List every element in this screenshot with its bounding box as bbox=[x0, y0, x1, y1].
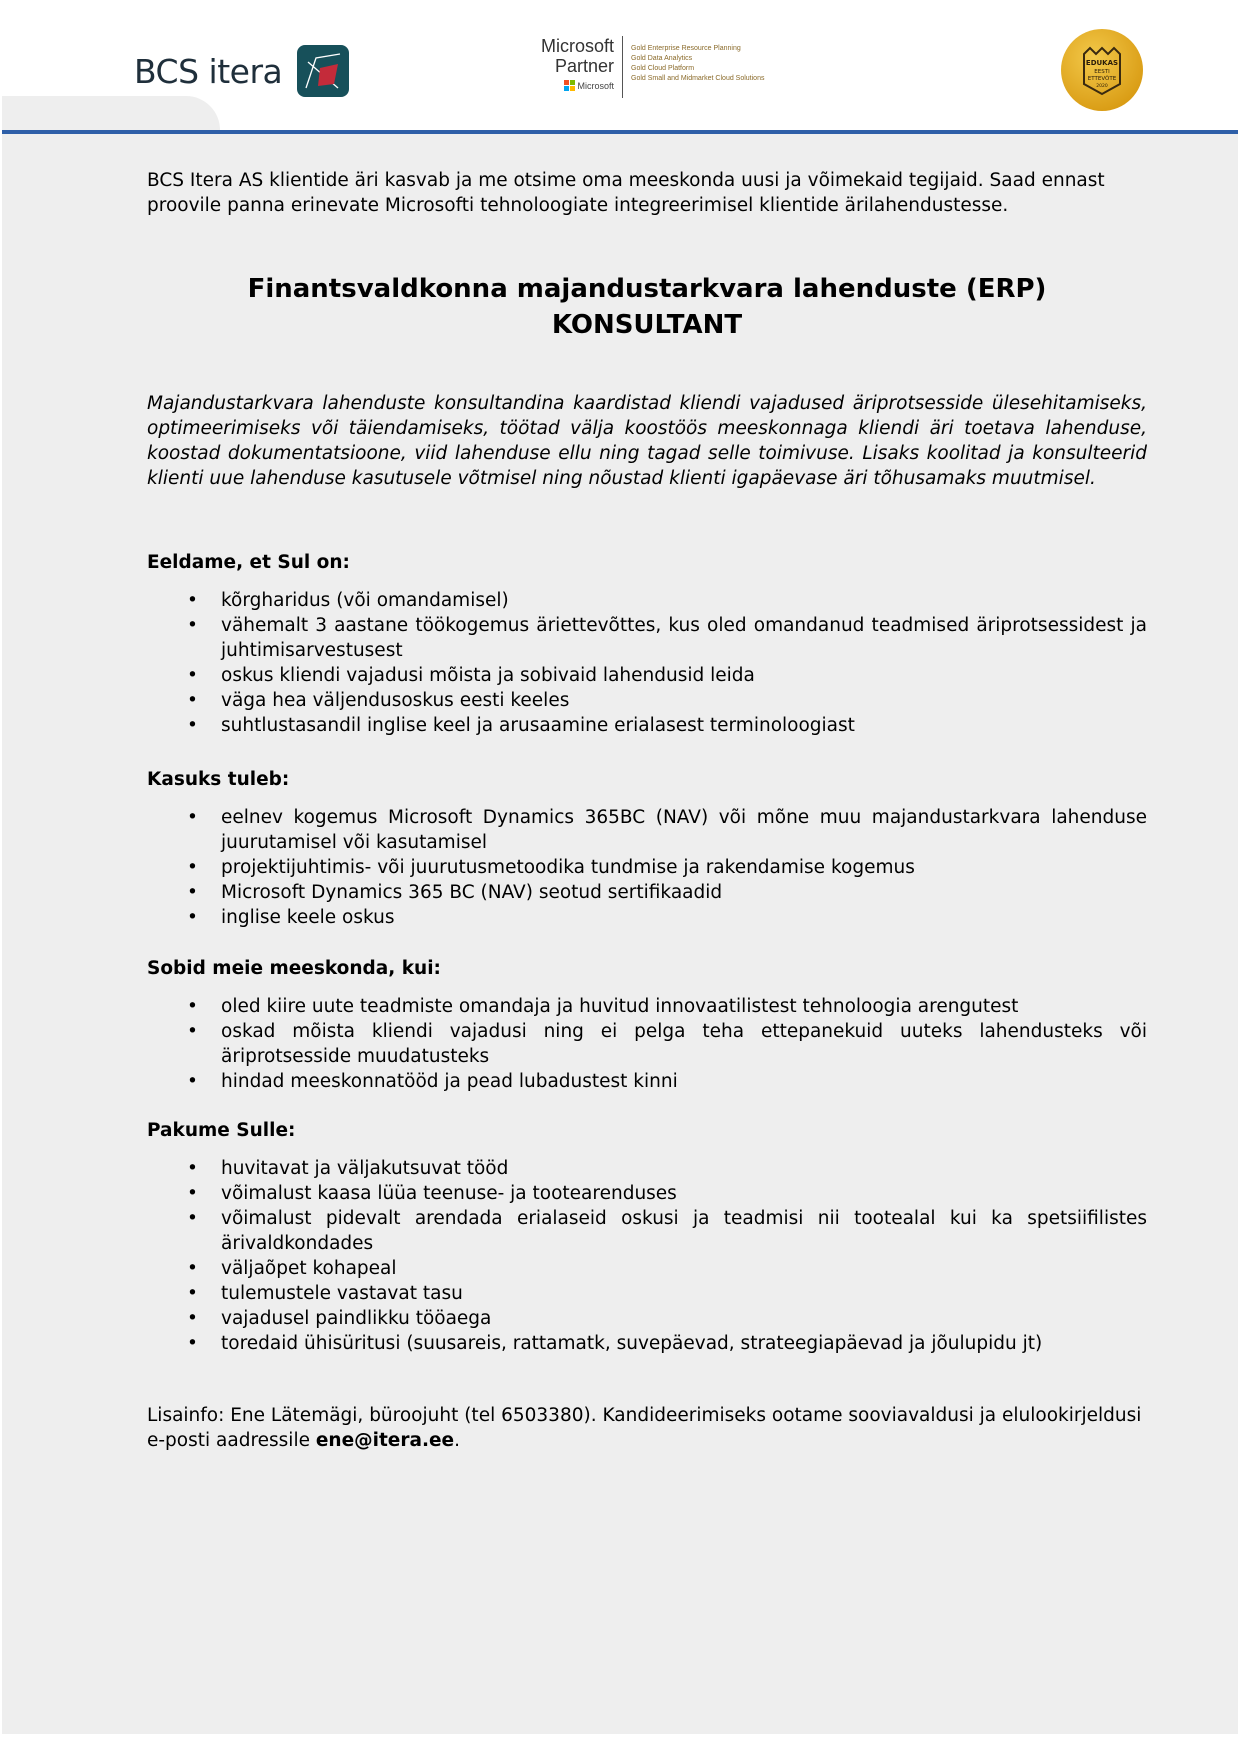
bullet-icon: • bbox=[187, 907, 198, 928]
bullet-icon: • bbox=[187, 1208, 198, 1229]
job-posting bbox=[147, 168, 1147, 1451]
list-item-text: väga hea väljendusoskus eesti keeles bbox=[221, 690, 570, 711]
section-heading-advantages: Kasuks tuleb: bbox=[147, 769, 290, 790]
list-item-text: Microsoft Dynamics 365 BC (NAV) seotud sertifikaadid bbox=[221, 882, 723, 903]
microsoft-small-logo bbox=[564, 80, 615, 91]
header-decorative-corner bbox=[2, 96, 220, 130]
job-description: Majandustarkvara lahenduste konsultandina kaardistad kliendi vajadused äriprotsesside ülesehitamiseks, optimeerimiseks või täiendamiseks, töötad välja koostöös meeskonnaga kliendi äri toetava lahenduse, koostad dokumentatsioone, viid lahenduse ellu ning tagad selle toimivuse. Lisaks koolitad ja konsulteerid klienti uue lahenduse kasutusele võtmisel ning nõustad klienti igapäevase äri tõhusamaks muutmisel. bbox=[147, 393, 1147, 489]
badge-line3: ETTEVÕTE bbox=[1087, 76, 1117, 82]
section-heading-offer: Pakume Sulle: bbox=[147, 1120, 296, 1141]
list-item bbox=[147, 1306, 1147, 1331]
bullet-icon: • bbox=[187, 1071, 198, 1092]
ms-competency: Gold Cloud Platform bbox=[631, 65, 695, 72]
badge-line2: EESTI bbox=[1094, 69, 1110, 75]
list-item-text: huvitavat ja väljakutsuvat tööd bbox=[221, 1158, 509, 1179]
job-title-line2: KONSULTANT bbox=[551, 310, 743, 340]
bullet-icon: • bbox=[187, 590, 198, 611]
content-panel bbox=[2, 134, 1238, 1734]
bullet-icon: • bbox=[187, 615, 198, 636]
job-title bbox=[147, 271, 1147, 343]
list-item bbox=[147, 1181, 1147, 1206]
list-item bbox=[147, 905, 1147, 930]
list-item-text: suhtlustasandil inglise keel ja arusaamine erialasest terminoloogiast bbox=[221, 715, 855, 736]
bullet-icon: • bbox=[187, 857, 198, 878]
list-item bbox=[147, 713, 1147, 738]
microsoft-squares-icon bbox=[564, 80, 575, 91]
badge-line1: EDUKAS bbox=[1085, 59, 1119, 67]
list-item bbox=[147, 688, 1147, 713]
list-item bbox=[147, 805, 1147, 855]
badge-year: 2020 bbox=[1096, 84, 1108, 89]
contact-text-end: . bbox=[454, 1430, 460, 1451]
bullet-icon: • bbox=[187, 1158, 198, 1179]
ms-partner-line2: Partner bbox=[554, 56, 615, 76]
bullet-icon: • bbox=[187, 1283, 198, 1304]
list-item bbox=[147, 1156, 1147, 1181]
list-item bbox=[147, 1069, 1147, 1094]
ms-partner-line1: Microsoft bbox=[541, 36, 615, 56]
list-item bbox=[147, 1019, 1147, 1069]
offer-list bbox=[147, 1156, 1147, 1356]
team-fit-list bbox=[147, 994, 1147, 1094]
contact-email-link[interactable]: ene@itera.ee bbox=[315, 1430, 455, 1451]
list-item-text: inglise keele oskus bbox=[221, 907, 395, 928]
list-item-text: võimalust pidevalt arendada erialaseid oskusi ja teadmisi nii tootealal kui ka spetsiifilistes ärivaldkondades bbox=[221, 1208, 1147, 1254]
bcs-itera-logo-icon bbox=[296, 44, 350, 98]
ms-competencies bbox=[623, 36, 764, 84]
ms-competency: Gold Small and Midmarket Cloud Solutions bbox=[631, 75, 765, 82]
list-item bbox=[147, 663, 1147, 688]
list-item-text: võimalust kaasa lüüa teenuse- ja tootearenduses bbox=[221, 1183, 677, 1204]
microsoft-small-text: Microsoft bbox=[577, 80, 615, 91]
bcs-itera-logo bbox=[134, 44, 350, 98]
list-item-text: tulemustele vastavat tasu bbox=[221, 1283, 463, 1304]
microsoft-partner-title bbox=[541, 36, 623, 98]
requirements-list bbox=[147, 588, 1147, 738]
section-heading-team-fit: Sobid meie meeskonda, kui: bbox=[147, 958, 441, 979]
bullet-icon: • bbox=[187, 715, 198, 736]
job-title-line1: Finantsvaldkonna majandustarkvara lahenduste (ERP) bbox=[247, 274, 1047, 304]
edukas-eesti-ettevote-badge bbox=[1060, 28, 1144, 112]
list-item-text: väljaõpet kohapeal bbox=[221, 1258, 397, 1279]
list-item-text: vähemalt 3 aastane töökogemus äriettevõttes, kus oled omandanud teadmised äriprotsessidest ja juhtimisarvestusest bbox=[221, 615, 1147, 661]
ms-competency: Gold Data Analytics bbox=[631, 55, 693, 62]
list-item-text: toredaid ühisüritusi (suusareis, rattamatk, suvepäevad, strateegiapäevad ja jõulupidu jt) bbox=[221, 1333, 1043, 1354]
contact-text: Lisainfo: Ene Lätemägi, büroojuht (tel 6503380). Kandideerimiseks ootame sooviavaldusi ja elulookirjeldusi e-posti aadressile bbox=[147, 1405, 1142, 1451]
list-item-text: oled kiire uute teadmiste omandaja ja huvitud innovaatilistest tehnoloogia arengutest bbox=[221, 996, 1019, 1017]
bullet-icon: • bbox=[187, 882, 198, 903]
bullet-icon: • bbox=[187, 1258, 198, 1279]
list-item bbox=[147, 588, 1147, 613]
bullet-icon: • bbox=[187, 1021, 198, 1042]
bullet-icon: • bbox=[187, 665, 198, 686]
ms-competency: Gold Enterprise Resource Planning bbox=[631, 45, 741, 52]
bullet-icon: • bbox=[187, 1333, 198, 1354]
list-item bbox=[147, 1206, 1147, 1256]
list-item-text: kõrgharidus (või omandamisel) bbox=[221, 590, 509, 611]
contact-info bbox=[147, 1403, 1147, 1453]
list-item bbox=[147, 994, 1147, 1019]
list-item bbox=[147, 880, 1147, 905]
list-item-text: eelnev kogemus Microsoft Dynamics 365BC (NAV) või mõne muu majandustarkvara lahenduse juurutamisel või kasutamisel bbox=[221, 807, 1147, 853]
list-item bbox=[147, 1256, 1147, 1281]
list-item-text: oskus kliendi vajadusi mõista ja sobivaid lahendusid leida bbox=[221, 665, 755, 686]
bcs-itera-logo-text: BCS itera bbox=[134, 51, 283, 91]
bullet-icon: • bbox=[187, 690, 198, 711]
list-item bbox=[147, 1331, 1147, 1356]
bullet-icon: • bbox=[187, 996, 198, 1017]
microsoft-partner-logo bbox=[541, 36, 764, 98]
list-item-text: projektijuhtimis- või juurutusmetoodika tundmise ja rakendamise kogemus bbox=[221, 857, 915, 878]
intro-paragraph: BCS Itera AS klientide äri kasvab ja me otsime oma meeskonda uusi ja võimekaid tegijaid. Saad ennast proovile panna erinevate Microsofti tehnoloogiate integreerimisel klientide ärilahendustesse. bbox=[147, 170, 1105, 216]
list-item bbox=[147, 855, 1147, 880]
bullet-icon: • bbox=[187, 807, 198, 828]
list-item-text: hindad meeskonnatööd ja pead lubadustest kinni bbox=[221, 1071, 678, 1092]
list-item bbox=[147, 613, 1147, 663]
header-divider bbox=[2, 130, 1238, 134]
section-heading-requirements: Eeldame, et Sul on: bbox=[147, 552, 350, 573]
advantages-list bbox=[147, 805, 1147, 930]
bullet-icon: • bbox=[187, 1308, 198, 1329]
bullet-icon: • bbox=[187, 1183, 198, 1204]
list-item bbox=[147, 1281, 1147, 1306]
list-item-text: vajadusel paindlikku tööaega bbox=[221, 1308, 492, 1329]
list-item-text: oskad mõista kliendi vajadusi ning ei pelga teha ettepanekuid uuteks lahendusteks või äriprotsesside muudatusteks bbox=[221, 1021, 1147, 1067]
